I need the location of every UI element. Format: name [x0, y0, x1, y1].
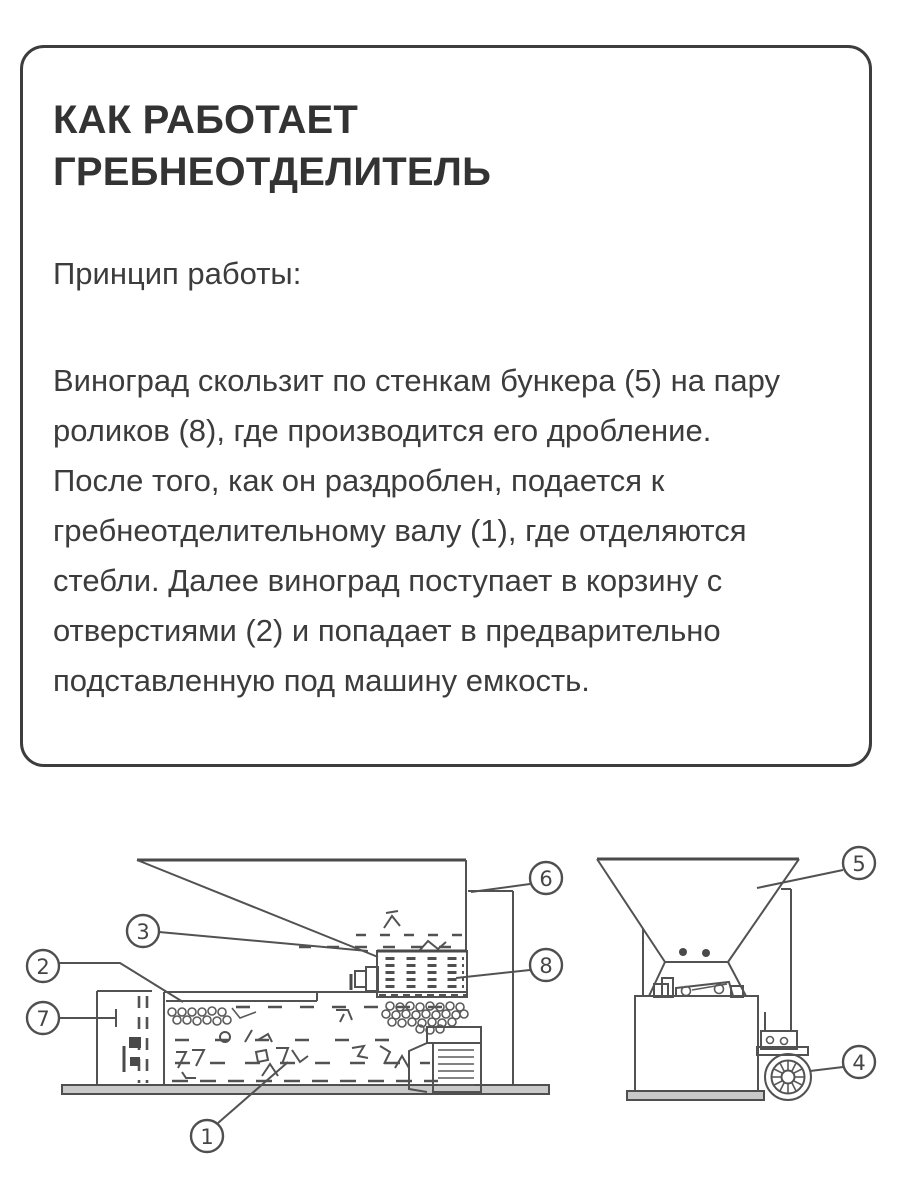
- callout-8-number: 8: [539, 954, 553, 978]
- callout-6: [471, 862, 562, 894]
- basket-hole-cluster-right: [382, 1002, 468, 1034]
- callout-5-number: 5: [852, 852, 866, 876]
- paragraph-line: Виноград скользит по стенкам бункера (5) на пару: [53, 363, 780, 398]
- paragraph-line: отверстиями (2) и попадает в предварительно: [53, 613, 721, 648]
- paragraph-line: После того, как он раздроблен, подается к: [53, 463, 665, 498]
- title-line-2: ГРЕБНЕОТДЕЛИТЕЛЬ: [53, 150, 492, 194]
- machine-diagrams: [0, 790, 900, 1200]
- callout-2-number: 2: [36, 955, 50, 979]
- throat-mechanism: [654, 978, 743, 997]
- callout-4-number: 4: [852, 1051, 866, 1075]
- basket-hinge-dashes: [124, 996, 147, 1083]
- diagram-figure: [0, 790, 900, 1200]
- hopper-front-outline: [597, 859, 799, 996]
- stand-panel-front: [765, 889, 791, 1031]
- perforated-basket: [164, 992, 467, 1086]
- falling-grapes-dashes: [299, 911, 464, 950]
- callout-1-number: 1: [200, 1125, 214, 1149]
- paragraph-line: стебли. Далее виноград поступает в корзину с: [53, 563, 723, 598]
- callout-3-number: 3: [136, 920, 150, 944]
- callout-1: [191, 1062, 288, 1152]
- callout-7-number: 7: [36, 1007, 50, 1031]
- info-card: [20, 45, 872, 767]
- callout-5: [757, 847, 875, 888]
- paragraph-line: гребнеотделительному валу (1), где отделяются: [53, 513, 747, 548]
- side-view-diagram: [27, 860, 562, 1152]
- gear-motor-side: [409, 1027, 481, 1092]
- paragraph-line: роликов (8), где производится его дробление.: [53, 413, 712, 448]
- callout-4: [810, 1046, 875, 1078]
- callout-7: [27, 1002, 116, 1034]
- roller-drive-coupling: [351, 967, 378, 991]
- page-title: [53, 94, 491, 198]
- basket-hole-cluster-left: [168, 1007, 256, 1025]
- front-view-diagram: [597, 847, 875, 1100]
- paragraph-line: подставленную под машину емкость.: [53, 663, 590, 698]
- stand-panel-right: [468, 891, 513, 1086]
- callout-8: [456, 949, 562, 981]
- electric-motor-fan: [757, 1031, 811, 1100]
- base-plate-front: [627, 1091, 764, 1100]
- hopper-bolts: [679, 948, 710, 957]
- callout-6-number: 6: [539, 867, 553, 891]
- machine-body-front: [635, 996, 758, 1092]
- crusher-rollers: [377, 951, 467, 997]
- hopper-side-outline: [137, 860, 466, 957]
- section-subtitle: Принцип работы:: [53, 256, 302, 291]
- title-line-1: КАК РАБОТАЕТ: [53, 98, 359, 142]
- description-paragraph: [53, 356, 780, 706]
- callout-3: [127, 915, 368, 951]
- callout-2: [27, 950, 183, 1002]
